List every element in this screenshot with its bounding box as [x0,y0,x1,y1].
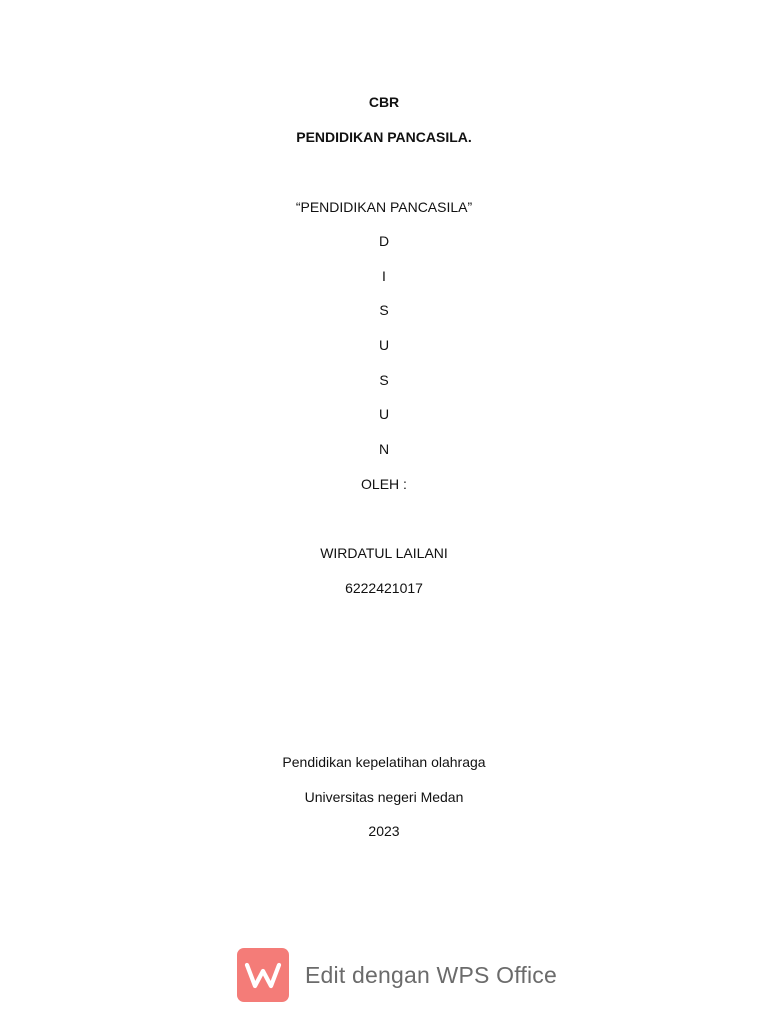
disusun-letter: U [378,406,390,422]
document-heading: CBR [368,94,400,110]
disusun-letter: S [379,302,389,318]
author-name: WIRDATUL LAILANI [320,545,448,561]
document-subheading: PENDIDIKAN PANCASILA. [296,129,472,145]
document-quoted-title: “PENDIDIKAN PANCASILA” [295,199,473,215]
document-year: 2023 [368,823,400,839]
study-program: Pendidikan kepelatihan olahraga [282,754,486,770]
disusun-letter: I [382,268,386,284]
disusun-letter: S [379,372,389,388]
disusun-letter: U [378,337,390,353]
wps-w-glyph-icon [244,960,282,990]
disusun-letter: D [378,233,390,249]
disusun-letter: N [378,441,390,457]
university-name: Universitas negeri Medan [304,789,464,805]
student-id: 6222421017 [345,580,423,596]
wps-office-logo-icon [237,948,289,1002]
wps-edit-label[interactable]: Edit dengan WPS Office [305,961,557,988]
wps-edit-banner[interactable] [237,948,557,1002]
oleh-label: OLEH : [361,476,407,492]
